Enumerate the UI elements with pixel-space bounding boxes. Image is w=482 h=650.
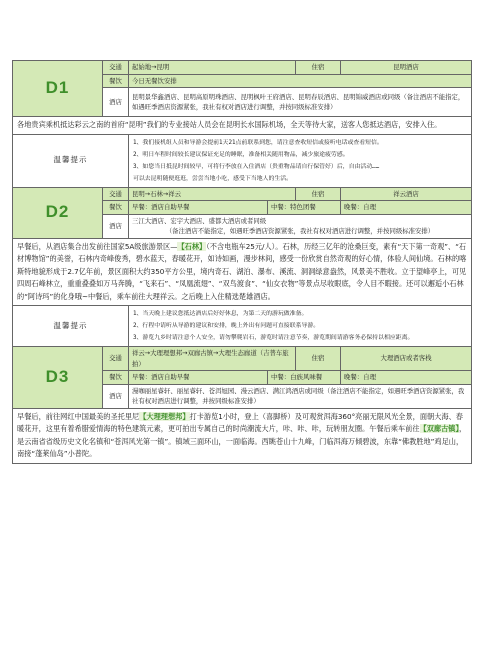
day2-tip: 2、行程中请听从导游的建议和安排，晚上外出有问题可直接联系导游。 xyxy=(133,323,320,329)
day3-header xyxy=(13,347,472,371)
day2-stay-label: 住宿 xyxy=(296,187,341,201)
day1-tip: 3、如您当日抵昆时间较早，可将行李放在入住酒店（贵重物品请自行保管好）后，自由活动…… xyxy=(133,163,380,170)
day2-tip: 1、当天晚上建议您抵达酒店后好好休息，为第二天的游玩做准备。 xyxy=(133,311,308,317)
day2-stay: 祥云酒店 xyxy=(341,187,472,201)
day1-hotel: 昆明景华鑫酒店、昆明高原明珠酒店、昆明枫叶王府酒店、昆明春辰酒店、昆明锦威酒店或同级（备注酒店不能指定，如遇旺季酒店资源紧张，我社有权对酒店进行调整，并按同级标准安排） xyxy=(129,88,472,117)
day3-description xyxy=(13,408,472,463)
day2-number: D2 xyxy=(13,187,103,238)
day1-tip: 1、我们接机组人员和导游会提前1天21点前联系到您，请注意查收短信或接听电话或查看短信。 xyxy=(133,139,383,146)
day3-stay-label: 住宿 xyxy=(296,347,341,371)
day1-traffic-label: 交通 xyxy=(103,61,129,75)
day1-header xyxy=(13,61,472,75)
day2-hotel xyxy=(129,214,472,238)
day2-hotel-list: 三江大酒店、宏宇大酒店、盛都大酒店或者同级 xyxy=(132,216,267,225)
day2-hotel-note: （备注酒店不能指定，如遇旺季酒店资源紧张，我社有权对酒店进行调整，并按同级标准安排） xyxy=(165,227,435,235)
day1-tips xyxy=(129,134,472,187)
day1-stay-label: 住宿 xyxy=(296,61,341,75)
day1-tips-label: 温馨提示 xyxy=(13,134,129,187)
day3-lunch: 中餐：白族风味餐 xyxy=(268,371,341,385)
day2-tip: 3、游览九乡时请注意个人安全，请勿攀爬岩石，游览时请注意节奏，游览期间请游客务必保持以相应距离。 xyxy=(133,335,414,341)
day3-hotel-label: 酒店 xyxy=(103,384,129,408)
itinerary-table xyxy=(12,60,472,464)
day1-description: 各地贵宾乘机抵达彩云之南的首府“昆明”我们的专业接站人员会在昆明长水国际机场，全天等待大家，送客人您抵达酒店，安排入住。 xyxy=(13,117,472,135)
day2-dinner: 晚餐：自理 xyxy=(341,201,472,215)
day2-description xyxy=(13,238,472,306)
day2-lunch: 中餐：特色团餐 xyxy=(268,201,341,215)
day1-number: D1 xyxy=(13,61,103,117)
day3-hotel: 漫咖丽星睿轩、丽星睿轩、苍洱旭园、漫云酒店、满江鸿酒店或同级（备注酒店不能指定，如遇旺季酒店资源紧张，我社有权对酒店进行调整，并按同级标准安排） xyxy=(129,384,472,408)
day2-desc-text: （不含电瓶车25元/人）。石林，历经三亿年的沧桑巨变，素有“天下第一奇观”、“石材博物馆”的美誉，石林内奇峰俊秀，碧水蓝天，春暖花开，如诗如画，漫步林间，感受一份欣赏自然奇观的好心情，体验人间仙境。石林的喀斯特地貌形成于2.7亿年前，景区面积大约350平方公里，境内奇石、湖泊、瀑布、溪流、洞洞绿意盎然，风景美不胜收。立于望峰亭上，可见四周石峰林立，重重叠叠如万马奔腾，“飞来石”、“凤凰流翅”、“双鸟渡食”、“仙女衣物”等景点尽收眼底，令人目不暇接。还可以邂逅小石林的“阿诗玛”的化身哦~中餐后，乘车前往大理祥云。之后晚上入住精选楚雄酒店。 xyxy=(17,241,467,301)
day2-meal-label: 餐饮 xyxy=(103,201,129,215)
day3-stay: 大理酒店或者客栈 xyxy=(341,347,472,371)
day1-tip: 2、明日车程时间较长建议保证充足的睡眠，准备相关随用物品，减少旅途疲劳感。 xyxy=(133,151,349,158)
day3-breakfast: 早餐：酒店自助早餐 xyxy=(129,371,268,385)
day3-traffic-label: 交通 xyxy=(103,347,129,371)
day3-desc-text: 早餐后，前往网红中国最美的圣托里尼 xyxy=(17,411,140,421)
day1-meal: 今日无餐饮安排 xyxy=(129,74,472,88)
day2-route: 昆明→石林→祥云 xyxy=(129,187,296,201)
day2-hotel-label: 酒店 xyxy=(103,214,129,238)
day3-desc-text: 打卡游览1小时，登上（喜脚桥）及可观赏洱海360°亮丽无限风光全景，面朝大海、春暖花开，这里有着希腊爱情海的特色建筑元素，更可拍出专属自己的时尚潮流大片，咔、咔、咔，玩转朋友圈。午餐后乘车前往 xyxy=(17,411,463,433)
day1-stay: 昆明酒店 xyxy=(341,61,472,75)
day1-hotel-label: 酒店 xyxy=(103,88,129,117)
day3-highlight-shuanglang: 【双廊古镇】 xyxy=(419,424,460,433)
itinerary xyxy=(12,60,471,464)
day2-tips-label: 温馨提示 xyxy=(13,306,129,347)
day3-highlight-ideal-state: 【大理理想邦】 xyxy=(139,411,190,421)
day2-traffic-label: 交通 xyxy=(103,187,129,201)
day1-tip: 可以去昆明随便逛逛，尝尝当地小吃，感受下当地人的生活。 xyxy=(133,175,293,182)
day2-breakfast: 早餐：酒店自助早餐 xyxy=(129,201,268,215)
day2-highlight-stone-forest: 【石林】 xyxy=(177,241,207,251)
day2-desc-text: 早餐后，从酒店集合出发前往国家5A级旅游景区— xyxy=(17,241,178,251)
day1-meal-label: 餐饮 xyxy=(103,74,129,88)
day1-route: 起始地→昆明 xyxy=(129,61,296,75)
day2-tips xyxy=(129,306,472,347)
day3-meal-label: 餐饮 xyxy=(103,371,129,385)
day3-route: 祥云→大理理想邦→双廊古镇→大理生态廊道（吉普车旅拍） xyxy=(129,347,296,371)
day3-dinner: 晚餐：自理 xyxy=(341,371,472,385)
day3-desc-text: ，是云南省省级历史文化名镇和“苍洱风光第一镇”。镇域三面环山，一面临海。西眺苍山十九峰，门临洱海万倾碧波，东靠“佛教胜地”鸡足山，南接“蓬莱仙岛”小普陀。 xyxy=(17,424,467,458)
day3-number: D3 xyxy=(13,347,103,409)
day2-header xyxy=(13,187,472,201)
